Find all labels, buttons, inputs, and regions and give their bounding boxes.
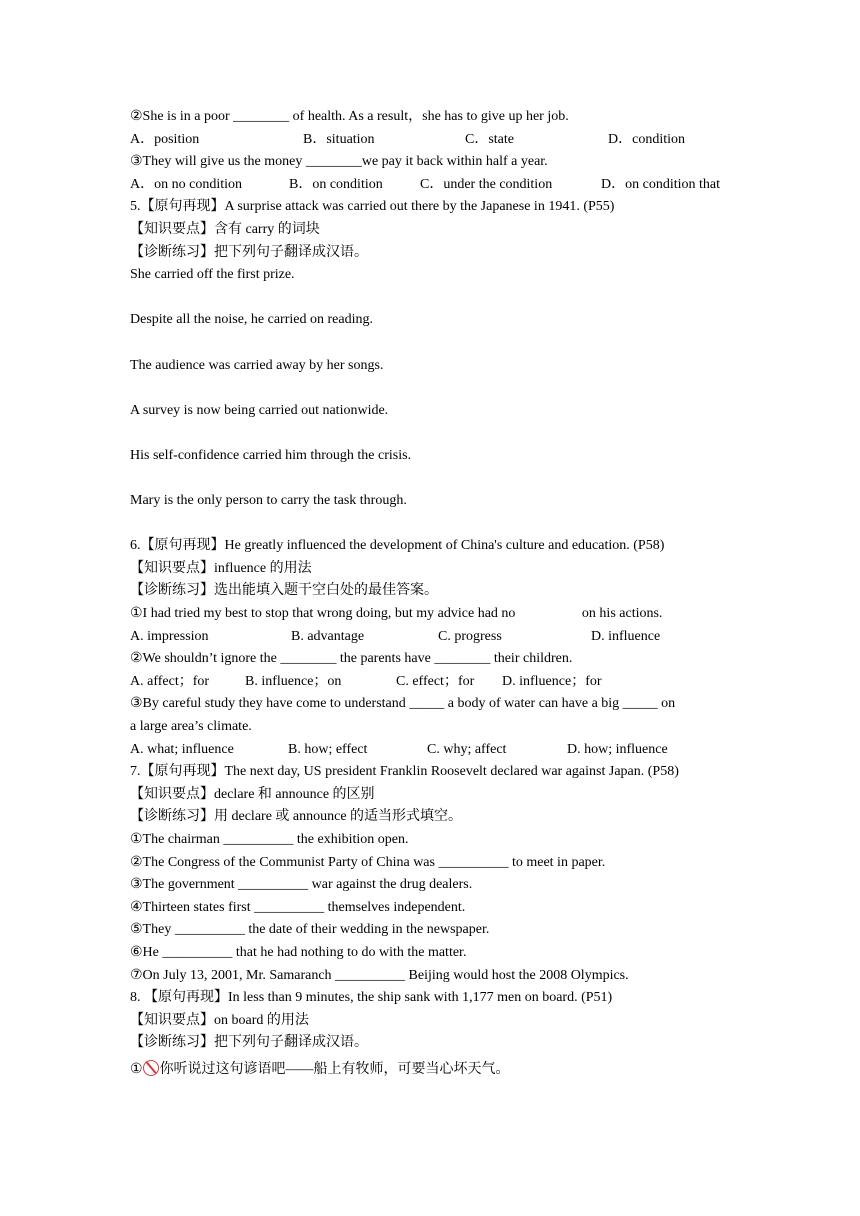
q7-task: 【诊断练习】用 declare 或 announce 的适当形式填空。 [130, 809, 463, 825]
no-sign-icon [143, 1060, 159, 1076]
q7-item: ④Thirteen states first __________ themselves independent. [130, 899, 466, 915]
q7-item: ⑦On July 13, 2001, Mr. Samaranch __________ Beijing would host the 2008 Olympics. [130, 967, 629, 983]
q6-task: 【诊断练习】选出能填入题干空白处的最佳答案。 [130, 583, 438, 599]
option-c: C. progress [438, 628, 502, 644]
option-d: D. how; influence [567, 741, 668, 757]
q6-knowledge-point: 【知识要点】influence 的用法 [130, 560, 312, 576]
q7-item: ②The Congress of the Communist Party of China was __________ to meet in paper. [130, 854, 606, 870]
q6-item-2-options [130, 671, 740, 694]
option-a: A. affect；for [130, 673, 210, 689]
option-b: B．on condition [289, 176, 383, 192]
q5-sentence: The audience was carried away by her songs. [130, 357, 384, 373]
q6-item-2: ②We shouldn’t ignore the ________ the parents have ________ their children. [130, 651, 573, 667]
option-c: C．state [465, 131, 514, 147]
q7-item: ①The chairman __________ the exhibition open. [130, 832, 409, 847]
option-b: B. how; effect [288, 741, 368, 757]
worksheet-page [130, 106, 740, 1082]
q5-sentence: Mary is the only person to carry the task through. [130, 493, 407, 509]
q6-item-1-options [130, 626, 740, 649]
q8-item-1-text: 你听说过这句谚语吧——船上有牧师，可要当心坏天气。 [159, 1061, 510, 1077]
q6-item-1: ①I had tried my best to stop that wrong doing, but my advice had no on his actions. [130, 606, 663, 622]
option-b: B. advantage [291, 628, 365, 644]
q6-item-3-line-1: ③By careful study they have come to understand _____ a body of water can have a big _____ on [130, 696, 676, 712]
q7-item: ⑥He __________ that he had nothing to do with the matter. [130, 944, 467, 960]
option-b: B. influence；on [245, 673, 342, 689]
option-a: A. what; influence [130, 741, 234, 757]
option-a: A．position [130, 131, 200, 147]
q5-sentence: She carried off the first prize. [130, 267, 295, 283]
option-c: C．under the condition [420, 176, 553, 192]
q5-knowledge-point: 【知识要点】含有 carry 的词块 [130, 221, 320, 237]
option-c: C. why; affect [427, 741, 507, 757]
q8-task: 【诊断练习】把下列句子翻译成汉语。 [130, 1035, 368, 1051]
q4-item-3-options [130, 174, 740, 197]
q7-title: 7.【原句再现】The next day, US president Franklin Roosevelt declared war against Japan. (P58) [130, 764, 679, 780]
q5-sentence: His self-confidence carried him through the crisis. [130, 447, 412, 463]
q8-item-1 [130, 1059, 740, 1082]
option-a: A．on no condition [130, 176, 242, 192]
option-a: A. impression [130, 628, 209, 644]
q5-task: 【诊断练习】把下列句子翻译成汉语。 [130, 244, 368, 260]
option-c: C. effect；for [396, 673, 475, 689]
q5-title: 5.【原句再现】A surprise attack was carried out there by the Japanese in 1941. (P55) [130, 199, 615, 215]
option-d: D. influence；for [502, 673, 602, 689]
option-b: B．situation [303, 131, 375, 147]
q6-title: 6.【原句再现】He greatly influenced the development of China's culture and education. (P58) [130, 538, 665, 554]
q7-knowledge-point: 【知识要点】declare 和 announce 的区别 [130, 786, 375, 802]
q4-item-2-options [130, 129, 740, 152]
q6-item-3-options [130, 739, 740, 762]
option-d: D．on condition that [601, 176, 720, 192]
q4-item-3: ③They will give us the money ________we pay it back within half a year. [130, 154, 548, 170]
q8-knowledge-point: 【知识要点】on board 的用法 [130, 1012, 309, 1028]
q4-item-2: ②She is in a poor ________ of health. As a result，she has to give up her job. [130, 109, 569, 124]
q5-sentence: Despite all the noise, he carried on reading. [130, 312, 373, 328]
q8-item-1-number: ① [130, 1061, 143, 1077]
q5-sentence: A survey is now being carried out nationwide. [130, 402, 389, 418]
q7-item: ⑤They __________ the date of their wedding in the newspaper. [130, 922, 490, 938]
q7-item: ③The government __________ war against the drug dealers. [130, 877, 473, 893]
q6-item-3-line-2: a large area’s climate. [130, 719, 252, 735]
option-d: D. influence [591, 628, 661, 644]
q8-title: 8. 【原句再现】In less than 9 minutes, the ship sank with 1,177 men on board. (P51) [130, 990, 613, 1006]
option-d: D．condition [608, 131, 685, 147]
